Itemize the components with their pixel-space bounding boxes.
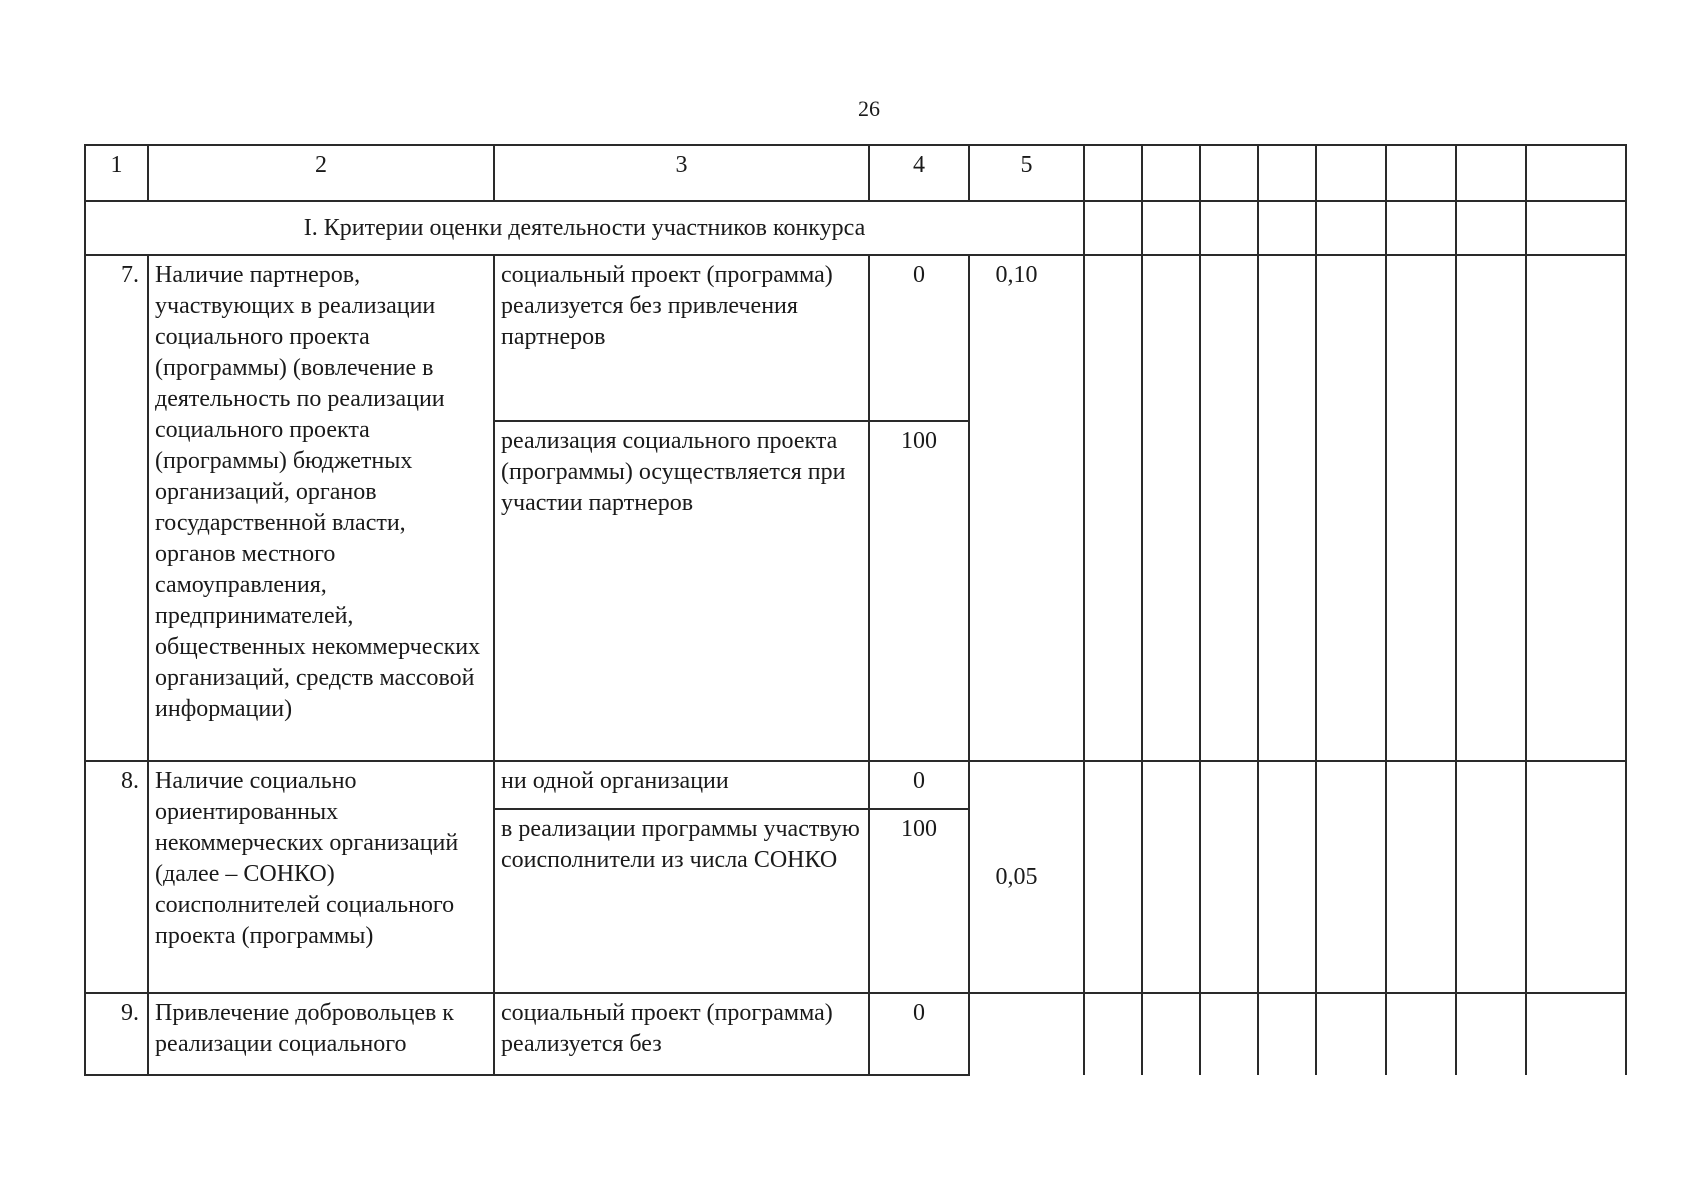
option-text: ни одной организации bbox=[494, 761, 869, 809]
empty-cell bbox=[1386, 993, 1456, 1075]
header-cell-2: 2 bbox=[148, 145, 494, 201]
empty-cell bbox=[1456, 255, 1526, 761]
empty-cell bbox=[1316, 255, 1386, 761]
table-row bbox=[85, 761, 1626, 809]
table-row bbox=[85, 255, 1626, 421]
option-text: реализация социального проекта (программы) осуществляется при участии партнеров bbox=[494, 421, 869, 761]
option-text: в реализации программы участвую соисполнители из числа СОНКО bbox=[494, 809, 869, 993]
empty-cell bbox=[1526, 145, 1626, 201]
header-cell-4: 4 bbox=[869, 145, 969, 201]
row-number: 7. bbox=[85, 255, 148, 761]
option-score: 0 bbox=[869, 993, 969, 1075]
header-cell-3: 3 bbox=[494, 145, 869, 201]
option-score: 0 bbox=[869, 255, 969, 421]
empty-cell bbox=[1084, 201, 1142, 255]
empty-cell bbox=[1386, 255, 1456, 761]
table-row bbox=[85, 993, 1626, 1075]
empty-cell bbox=[1258, 761, 1316, 993]
empty-cell bbox=[1084, 993, 1142, 1075]
empty-cell bbox=[1526, 761, 1626, 993]
empty-cell bbox=[1084, 761, 1142, 993]
criterion-cell: Привлечение добровольцев к реализации социального bbox=[148, 993, 494, 1075]
weight-cell: 0,10 bbox=[969, 255, 1084, 761]
empty-cell bbox=[1142, 145, 1200, 201]
empty-cell bbox=[1142, 761, 1200, 993]
empty-cell bbox=[1316, 993, 1386, 1075]
criteria-table bbox=[84, 144, 1627, 1076]
empty-cell bbox=[1258, 993, 1316, 1075]
section-row bbox=[85, 201, 1626, 255]
empty-cell bbox=[1456, 201, 1526, 255]
criterion-cell: Наличие социально ориентированных некоммерческих организаций (далее – СОНКО) соисполнителей социального проекта (программы) bbox=[148, 761, 494, 993]
option-score: 0 bbox=[869, 761, 969, 809]
empty-cell bbox=[1200, 201, 1258, 255]
row-number: 9. bbox=[85, 993, 148, 1075]
empty-cell bbox=[1084, 145, 1142, 201]
weight-cell: 0,05 bbox=[969, 761, 1084, 993]
empty-cell bbox=[1386, 761, 1456, 993]
empty-cell bbox=[1200, 255, 1258, 761]
empty-cell bbox=[1316, 145, 1386, 201]
empty-cell bbox=[1142, 201, 1200, 255]
empty-cell bbox=[1258, 145, 1316, 201]
option-score: 100 bbox=[869, 421, 969, 761]
empty-cell bbox=[1200, 145, 1258, 201]
empty-cell bbox=[1142, 993, 1200, 1075]
criterion-cell: Наличие партнеров, участвующих в реализации социального проекта (программы) (вовлечение в деятельность по реализации социального проекта (программы) бюджетных организаций, органов государственной власти, органов местного самоуправления, предпринимателей, общественных некоммерческих организаций, средств массовой информации) bbox=[148, 255, 494, 761]
empty-cell bbox=[1084, 255, 1142, 761]
header-cell-1: 1 bbox=[85, 145, 148, 201]
empty-cell bbox=[1456, 145, 1526, 201]
empty-cell bbox=[1200, 993, 1258, 1075]
empty-cell bbox=[1526, 993, 1626, 1075]
empty-cell bbox=[1258, 201, 1316, 255]
empty-cell bbox=[1456, 761, 1526, 993]
header-row bbox=[85, 145, 1626, 201]
empty-cell bbox=[1142, 255, 1200, 761]
empty-cell bbox=[1316, 761, 1386, 993]
empty-cell bbox=[1526, 201, 1626, 255]
empty-cell bbox=[1386, 201, 1456, 255]
section-title: I. Критерии оценки деятельности участников конкурса bbox=[85, 201, 1084, 255]
weight-cell bbox=[969, 993, 1084, 1075]
row-number: 8. bbox=[85, 761, 148, 993]
empty-cell bbox=[1526, 255, 1626, 761]
option-score: 100 bbox=[869, 809, 969, 993]
empty-cell bbox=[1258, 255, 1316, 761]
option-text: социальный проект (программа) реализуется без bbox=[494, 993, 869, 1075]
empty-cell bbox=[1316, 201, 1386, 255]
option-text: социальный проект (программа) реализуется без привлечения партнеров bbox=[494, 255, 869, 421]
empty-cell bbox=[1386, 145, 1456, 201]
empty-cell bbox=[1456, 993, 1526, 1075]
page-number: 26 bbox=[858, 96, 880, 121]
header-cell-5: 5 bbox=[969, 145, 1084, 201]
empty-cell bbox=[1200, 761, 1258, 993]
